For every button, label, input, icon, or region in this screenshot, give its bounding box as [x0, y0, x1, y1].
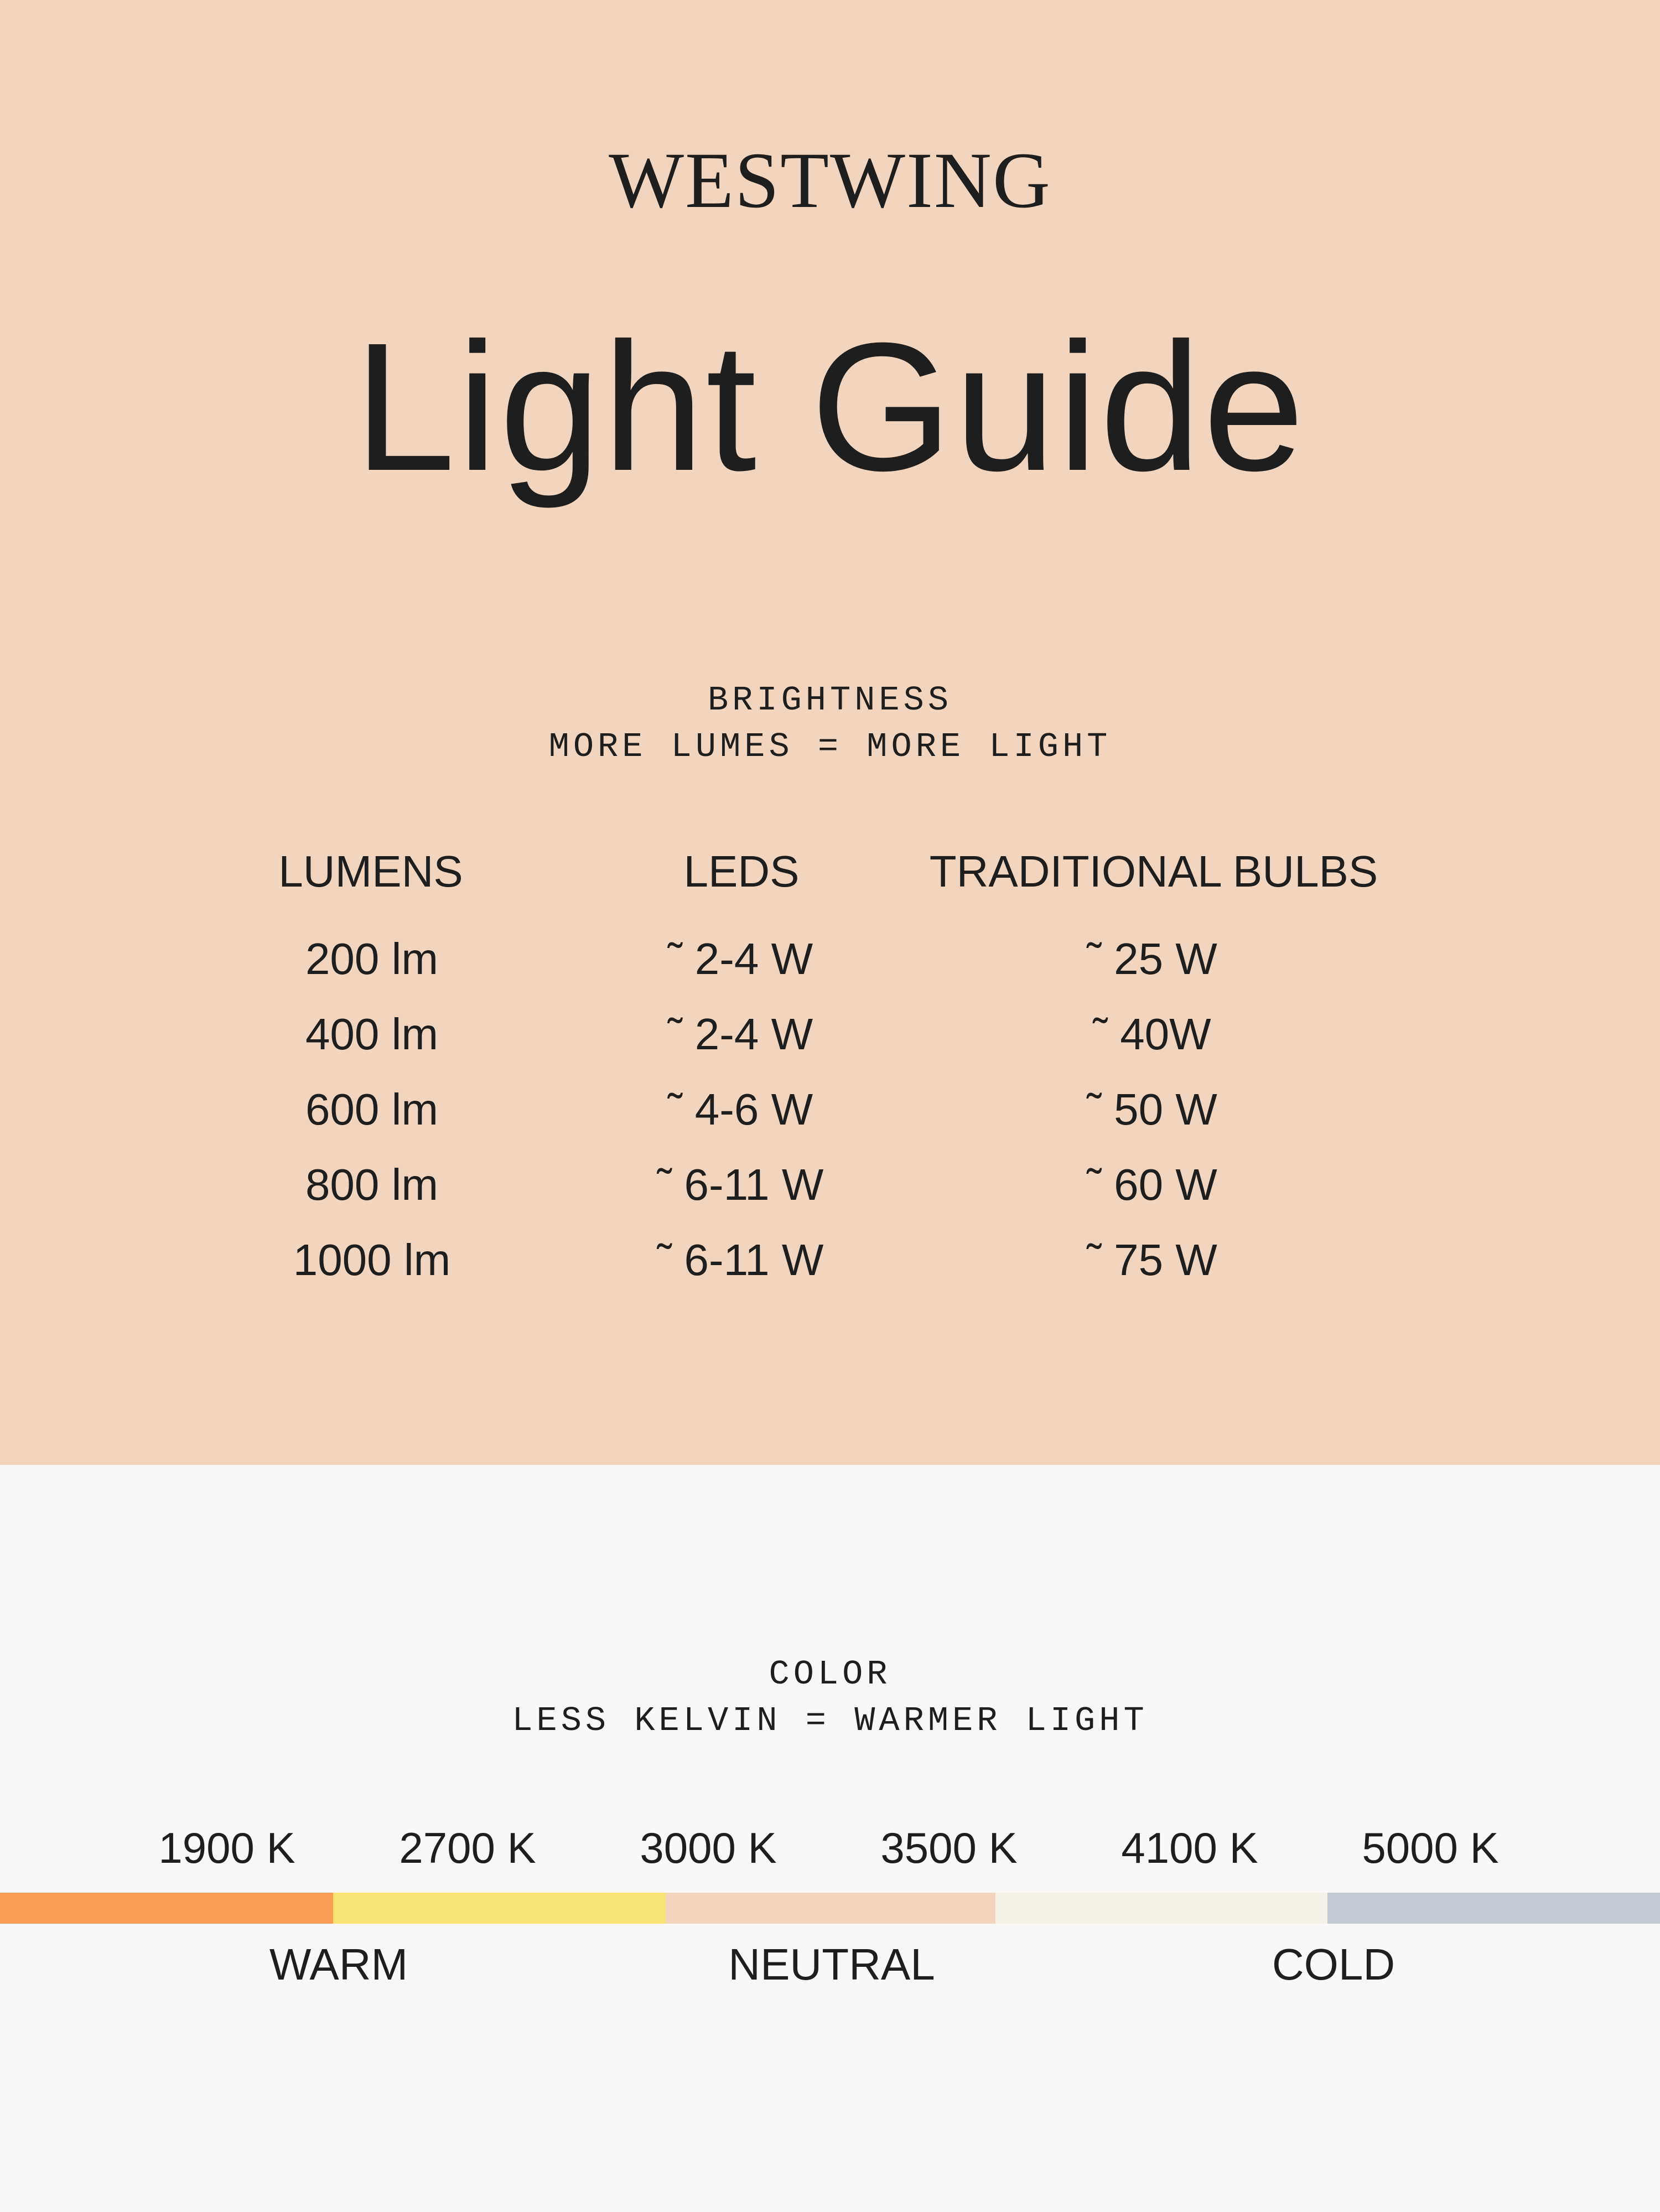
table-cell: ˜ 2-4 W [667, 1009, 813, 1059]
table-cell: ˜ 40W [1093, 1009, 1211, 1059]
kelvin-label-1900: 1900 K [158, 1824, 295, 1872]
table-cell: ˜ 60 W [1087, 1160, 1217, 1209]
kelvin-label-2700: 2700 K [399, 1824, 536, 1872]
brightness-subheading: MORE LUMES = MORE LIGHT [548, 727, 1112, 766]
table-cell: ˜ 50 W [1087, 1085, 1217, 1134]
column-header-leds: LEDS [683, 847, 800, 896]
table-cell: 600 lm [305, 1085, 439, 1134]
table-cell: 800 lm [305, 1160, 439, 1209]
table-cell: ˜ 25 W [1087, 934, 1217, 983]
column-header-lumens: LUMENS [278, 847, 463, 896]
kelvin-label-3500: 3500 K [880, 1824, 1018, 1872]
table-cell: ˜ 4-6 W [667, 1085, 813, 1134]
table-cell: ˜ 6-11 W [657, 1160, 824, 1209]
swatch-orange [0, 1893, 333, 1924]
kelvin-label-5000: 5000 K [1362, 1824, 1499, 1872]
table-cell: ˜ 75 W [1087, 1235, 1217, 1284]
swatch-ivory [995, 1893, 1327, 1924]
column-header-traditional-bulbs: TRADITIONAL BULBS [929, 847, 1378, 896]
table-cell: 200 lm [305, 934, 439, 983]
table-cell: 1000 lm [293, 1235, 451, 1284]
swatch-yellow [333, 1893, 666, 1924]
range-label-warm: WARM [269, 1940, 408, 1989]
swatch-gray-blue [1327, 1893, 1660, 1924]
range-label-neutral: NEUTRAL [728, 1940, 935, 1989]
table-cell: ˜ 2-4 W [667, 934, 813, 983]
table-cell: 400 lm [305, 1009, 439, 1059]
kelvin-label-3000: 3000 K [640, 1824, 777, 1872]
table-cell: ˜ 6-11 W [657, 1235, 824, 1284]
range-label-cold: COLD [1272, 1940, 1396, 1989]
brightness-heading: BRIGHTNESS [707, 681, 953, 720]
swatch-peach [666, 1893, 995, 1924]
brand-logo: WESTWING [609, 137, 1051, 225]
page-title: Light Guide [354, 304, 1306, 509]
color-heading: COLOR [769, 1655, 891, 1694]
color-subheading: LESS KELVIN = WARMER LIGHT [512, 1701, 1148, 1740]
kelvin-label-4100: 4100 K [1121, 1824, 1258, 1872]
